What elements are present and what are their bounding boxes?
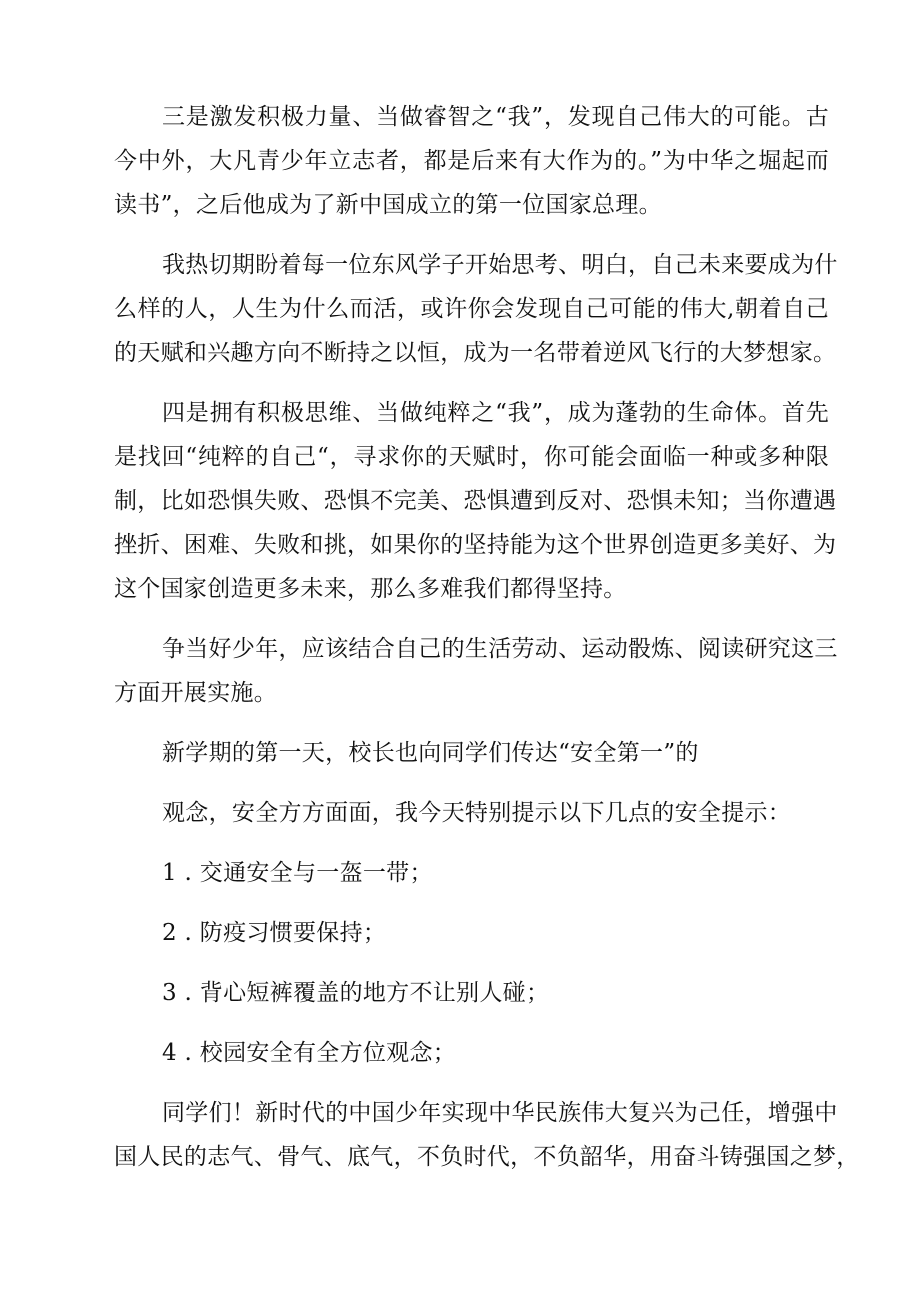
paragraph-line: 的天赋和兴趣方向不断持之以恒，成为一名带着逆风飞行的大梦想家。 — [114, 340, 837, 366]
paragraph-line: 争当好少年，应该结合自己的生活劳动、运动骰炼、阅读研究这三 — [162, 636, 838, 662]
list-item: 4 . 校园安全有全方位观念； — [162, 1040, 457, 1066]
paragraph-line: 读书”，之后他成为了新中国成立的第一位国家总理。 — [114, 192, 662, 218]
paragraph-line: 制，比如恐惧失败、恐惧不完美、恐惧遭到反对、恐惧未知；当你遭遇 — [114, 488, 837, 514]
paragraph-line: 观念，安全方方面面，我今天特别提示以下几点的安全提示： — [162, 800, 792, 826]
paragraph-line: 么样的人，人生为什么而活，或许你会发现自己可能的伟大,朝着自己 — [114, 296, 829, 322]
paragraph-line: 方面开展实施。 — [114, 680, 278, 706]
paragraph-line: 四是拥有积极思维、当做纯粹之“我”，成为蓬勃的生命体。首先 — [162, 400, 829, 426]
paragraph-line: 我热切期盼着每一位东风学子开始思考、明白，自己未来要成为什 — [162, 252, 838, 278]
paragraph-line: 挫折、困难、失败和挑，如果你的坚持能为这个世界创造更多美好、为 — [114, 532, 837, 558]
paragraph-line: 新学期的第一天，校长也向同学们传达“安全第一”的 — [162, 740, 699, 766]
paragraph-line: 是找回“纯粹的自己“，寻求你的天赋时，你可能会面临一种或多种限 — [114, 444, 829, 470]
paragraph-line: 国人民的志气、骨气、底气，不负时代，不负韶华，用奋斗铸强国之梦， — [114, 1144, 860, 1170]
list-item: 3 . 背心短裤覆盖的地方不让别人碰； — [162, 980, 550, 1006]
paragraph-line: 三是激发积极力量、当做睿智之“我”，发现自己伟大的可能。古 — [162, 104, 829, 130]
list-item: 1 . 交通安全与一盔一带； — [162, 860, 433, 886]
paragraph-line: 同学们！新时代的中国少年实现中华民族伟大复兴为己任，增强中 — [162, 1100, 838, 1126]
list-item: 2 . 防疫习惯要保持； — [162, 920, 387, 946]
paragraph-line: 这个国家创造更多未来，那么多难我们都得坚持。 — [114, 576, 627, 602]
paragraph-line: 今中外，大凡青少年立志者，都是后来有大作为的。”为中华之堀起而 — [114, 148, 829, 174]
